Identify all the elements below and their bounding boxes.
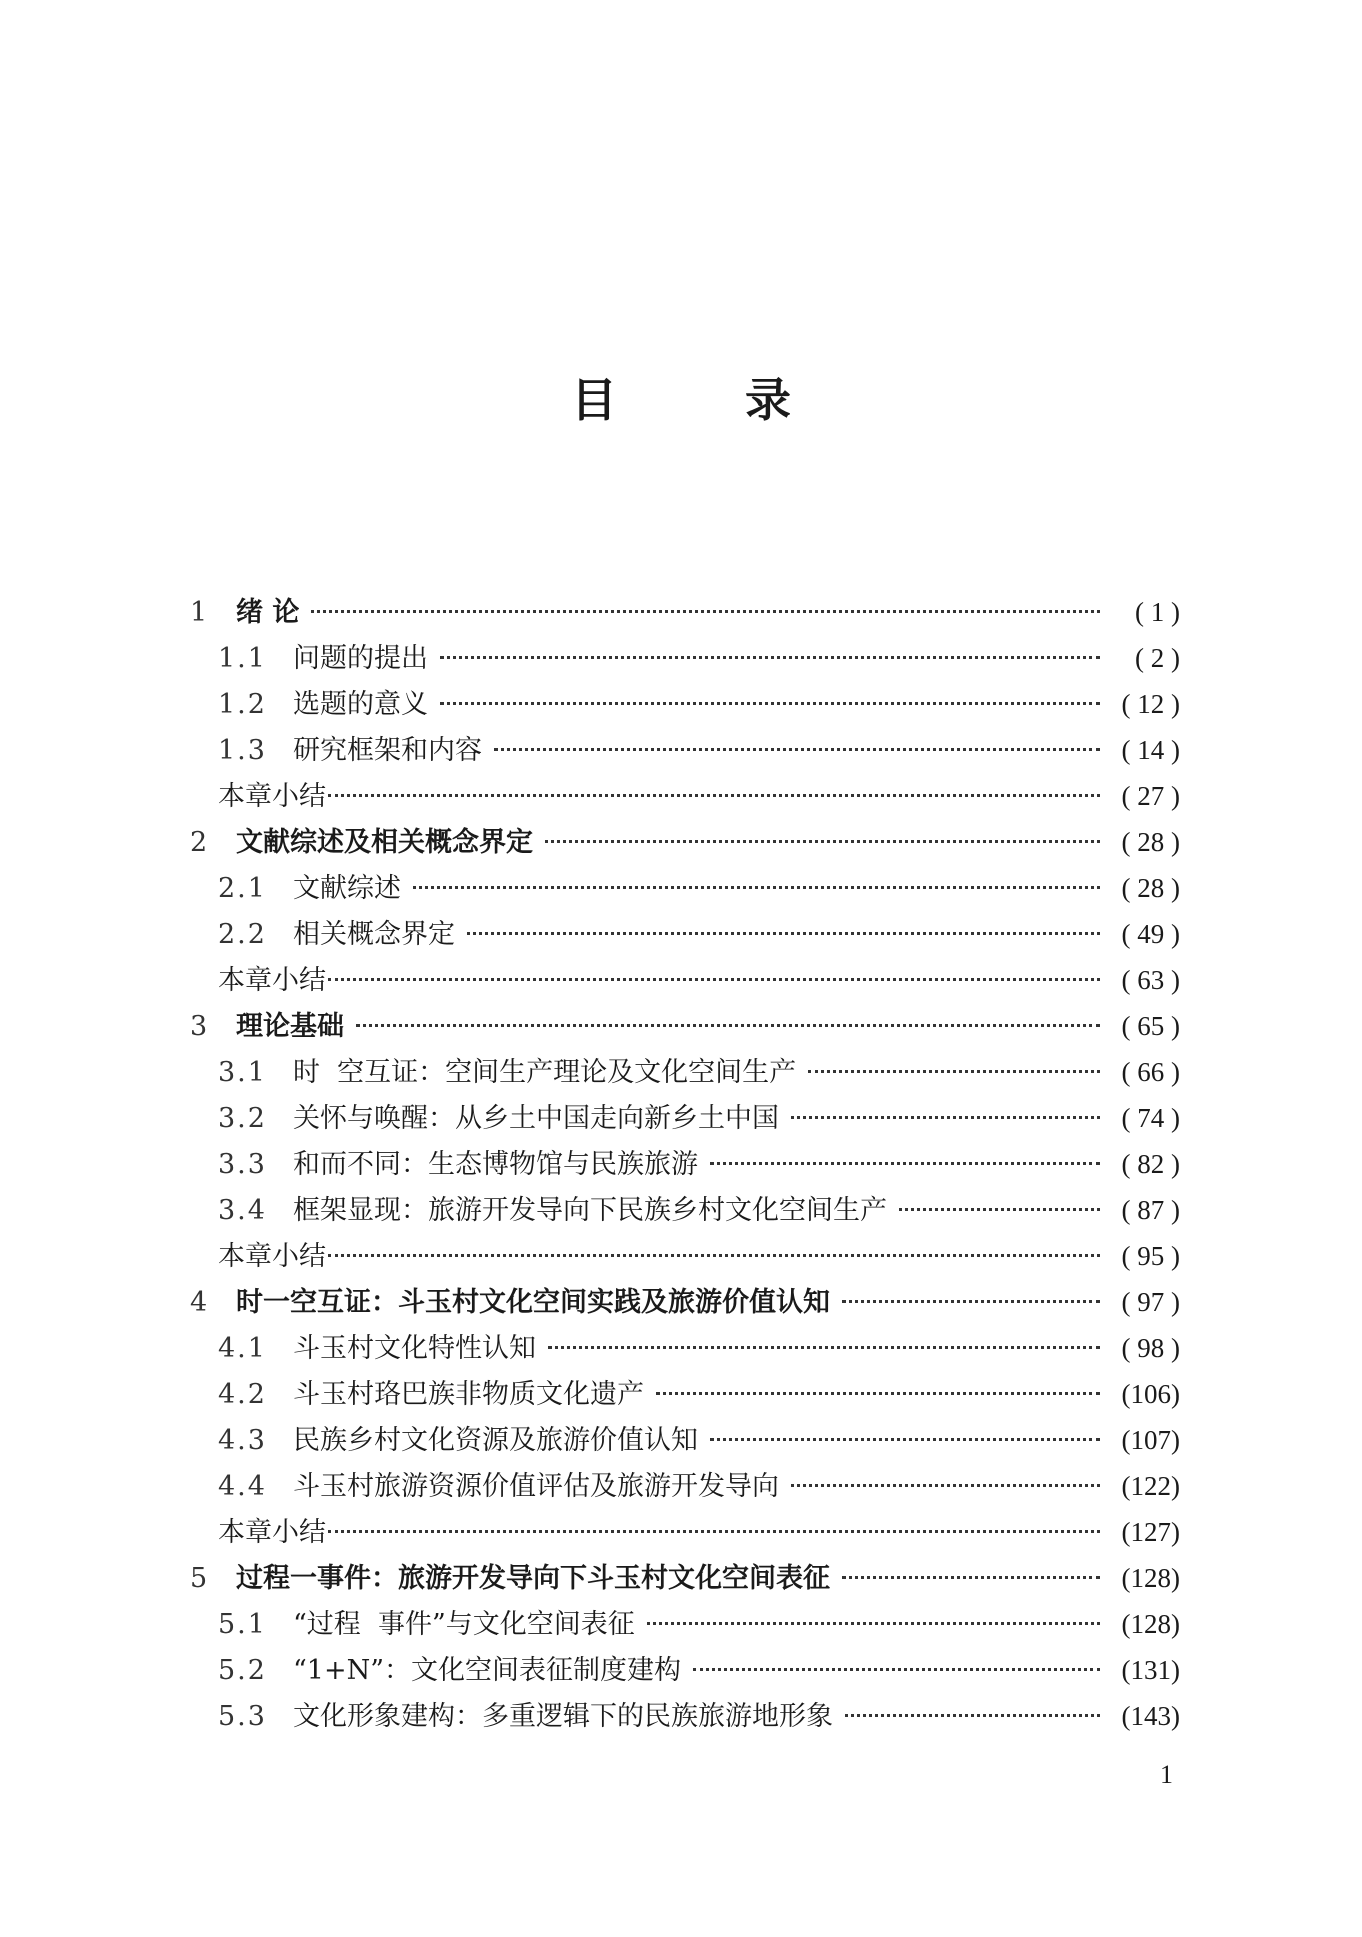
toc-entry-title: 民族乡村文化资源及旅游价值认知	[293, 1425, 698, 1456]
toc-entry-title: 问题的提出	[293, 643, 428, 674]
dot-leader	[647, 1622, 1100, 1625]
toc-entry-number: 2	[190, 827, 208, 858]
toc-entry-number: 3.1	[218, 1057, 267, 1088]
toc-entry-number: 4.2	[218, 1379, 267, 1410]
toc-entry-title: “过程 事件”与文化空间表征	[293, 1609, 635, 1640]
dot-leader	[808, 1070, 1100, 1073]
toc-entry-page: ( 98 )	[1121, 1333, 1180, 1363]
toc-entry-page: (128)	[1121, 1563, 1180, 1593]
toc-entry-number: 1.3	[218, 735, 267, 766]
toc-section-row	[190, 1049, 1180, 1095]
toc-entry-page: ( 28 )	[1121, 827, 1180, 857]
toc-section-row	[190, 1647, 1180, 1693]
toc-entry-page: ( 63 )	[1121, 965, 1180, 995]
dot-leader	[494, 748, 1100, 751]
dot-leader	[899, 1208, 1100, 1211]
dot-leader	[845, 1714, 1100, 1717]
dot-leader	[467, 932, 1100, 935]
toc-entry-page: (127)	[1121, 1517, 1180, 1547]
toc-entry-number: 3.4	[218, 1195, 267, 1226]
dot-leader	[710, 1438, 1100, 1441]
toc-entry-title: 选题的意义	[293, 689, 428, 720]
toc-entry-title: 文化形象建构：多重逻辑下的民族旅游地形象	[293, 1701, 833, 1732]
toc-section-row	[190, 1601, 1180, 1647]
toc-section-row	[190, 1325, 1180, 1371]
toc-entry-number: 2.2	[218, 919, 267, 950]
toc-section-row	[190, 1417, 1180, 1463]
toc-entry-number: 1.2	[218, 689, 267, 720]
toc-entry-number: 5.1	[218, 1609, 267, 1640]
toc-summary-row	[190, 957, 1180, 1003]
toc-entry-number: 5.2	[218, 1655, 267, 1686]
toc-entry-page: ( 95 )	[1121, 1241, 1180, 1271]
toc-summary-row	[190, 1509, 1180, 1555]
dot-leader	[791, 1484, 1100, 1487]
toc-section-row	[190, 1693, 1180, 1739]
dot-leader	[328, 1530, 1100, 1533]
toc-entry-title: 斗玉村旅游资源价值评估及旅游开发导向	[293, 1471, 779, 1502]
dot-leader	[311, 610, 1100, 613]
toc-summary-row	[190, 1233, 1180, 1279]
toc-entry-number: 4.4	[218, 1471, 267, 1502]
dot-leader	[791, 1116, 1100, 1119]
toc-section-row	[190, 635, 1180, 681]
toc-entry-page: ( 1 )	[1135, 597, 1180, 627]
toc-entry-title: 本章小结	[218, 1517, 326, 1548]
toc-entry-page: (122)	[1121, 1471, 1180, 1501]
toc-entry-number: 2.1	[218, 873, 267, 904]
toc-entry-number: 3	[190, 1011, 208, 1042]
toc-entry-title: 时一空互证：斗玉村文化空间实践及旅游价值认知	[236, 1287, 830, 1318]
dot-leader	[328, 978, 1100, 981]
toc-entry-title: 本章小结	[218, 781, 326, 812]
toc-entry-title: 研究框架和内容	[293, 735, 482, 766]
toc-entry-title: 关怀与唤醒：从乡土中国走向新乡土中国	[293, 1103, 779, 1134]
toc-section-row	[190, 865, 1180, 911]
dot-leader	[413, 886, 1100, 889]
toc-entry-page: ( 49 )	[1121, 919, 1180, 949]
toc-entry-title: 和而不同：生态博物馆与民族旅游	[293, 1149, 698, 1180]
toc-entry-number: 1	[190, 597, 208, 628]
toc-entry-page: ( 97 )	[1121, 1287, 1180, 1317]
toc-section-row	[190, 1463, 1180, 1509]
toc-entry-title: 框架显现：旅游开发导向下民族乡村文化空间生产	[293, 1195, 887, 1226]
toc-entry-title: 斗玉村珞巴族非物质文化遗产	[293, 1379, 644, 1410]
toc-section-row	[190, 1095, 1180, 1141]
toc-entry-title: “1+N”：文化空间表征制度建构	[293, 1655, 682, 1686]
toc-entry-page: ( 2 )	[1135, 643, 1180, 673]
dot-leader	[842, 1576, 1100, 1579]
toc-entry-title: 文献综述	[293, 873, 401, 904]
dot-leader	[710, 1162, 1100, 1165]
toc-entry-number: 5.3	[218, 1701, 267, 1732]
toc-entry-title: 本章小结	[218, 965, 326, 996]
dot-leader	[693, 1668, 1100, 1671]
dot-leader	[440, 656, 1100, 659]
dot-leader	[356, 1024, 1100, 1027]
toc-chapter-row	[190, 589, 1180, 635]
dot-leader	[328, 1254, 1100, 1257]
dot-leader	[548, 1346, 1100, 1349]
page-title: 目 录	[570, 373, 847, 427]
toc-entry-title: 文献综述及相关概念界定	[236, 827, 533, 858]
toc-entry-number: 3.2	[218, 1103, 267, 1134]
toc-entry-page: (128)	[1121, 1609, 1180, 1639]
toc-entry-title: 本章小结	[218, 1241, 326, 1272]
toc-entry-page: (143)	[1121, 1701, 1180, 1731]
toc-entry-page: (106)	[1121, 1379, 1180, 1409]
toc-section-row	[190, 1371, 1180, 1417]
toc-entry-page: (131)	[1121, 1655, 1180, 1685]
toc-entry-title: 时 空互证：空间生产理论及文化空间生产	[293, 1057, 797, 1088]
dot-leader	[328, 794, 1100, 797]
toc-entry-page: ( 82 )	[1121, 1149, 1180, 1179]
toc-chapter-row	[190, 1555, 1180, 1601]
toc-entry-page: ( 14 )	[1121, 735, 1180, 765]
page-number: 1	[1160, 1760, 1173, 1789]
toc-entry-page: ( 27 )	[1121, 781, 1180, 811]
toc-entry-title: 绪 论	[236, 597, 300, 628]
toc-section-row	[190, 681, 1180, 727]
toc-entry-title: 相关概念界定	[293, 919, 455, 950]
toc-entry-number: 1.1	[218, 643, 267, 674]
toc-entry-page: ( 12 )	[1121, 689, 1180, 719]
toc-entry-page: ( 66 )	[1121, 1057, 1180, 1087]
toc-chapter-row	[190, 1003, 1180, 1049]
toc-entry-page: ( 28 )	[1121, 873, 1180, 903]
toc-chapter-row	[190, 819, 1180, 865]
dot-leader	[440, 702, 1100, 705]
toc-entry-title: 理论基础	[236, 1011, 344, 1042]
toc-section-row	[190, 911, 1180, 957]
table-of-contents	[190, 589, 1180, 1739]
toc-entry-number: 4.3	[218, 1425, 267, 1456]
toc-summary-row	[190, 773, 1180, 819]
dot-leader	[656, 1392, 1100, 1395]
toc-entry-page: ( 65 )	[1121, 1011, 1180, 1041]
toc-entry-number: 4.1	[218, 1333, 267, 1364]
toc-entry-page: ( 87 )	[1121, 1195, 1180, 1225]
toc-section-row	[190, 1141, 1180, 1187]
toc-entry-number: 5	[190, 1563, 208, 1594]
toc-entry-number: 4	[190, 1287, 208, 1318]
dot-leader	[545, 840, 1100, 843]
toc-section-row	[190, 727, 1180, 773]
toc-section-row	[190, 1187, 1180, 1233]
toc-entry-title: 斗玉村文化特性认知	[293, 1333, 536, 1364]
toc-entry-number: 3.3	[218, 1149, 267, 1180]
toc-entry-page: ( 74 )	[1121, 1103, 1180, 1133]
toc-entry-page: (107)	[1121, 1425, 1180, 1455]
toc-entry-title: 过程一事件：旅游开发导向下斗玉村文化空间表征	[236, 1563, 830, 1594]
dot-leader	[842, 1300, 1100, 1303]
toc-chapter-row	[190, 1279, 1180, 1325]
